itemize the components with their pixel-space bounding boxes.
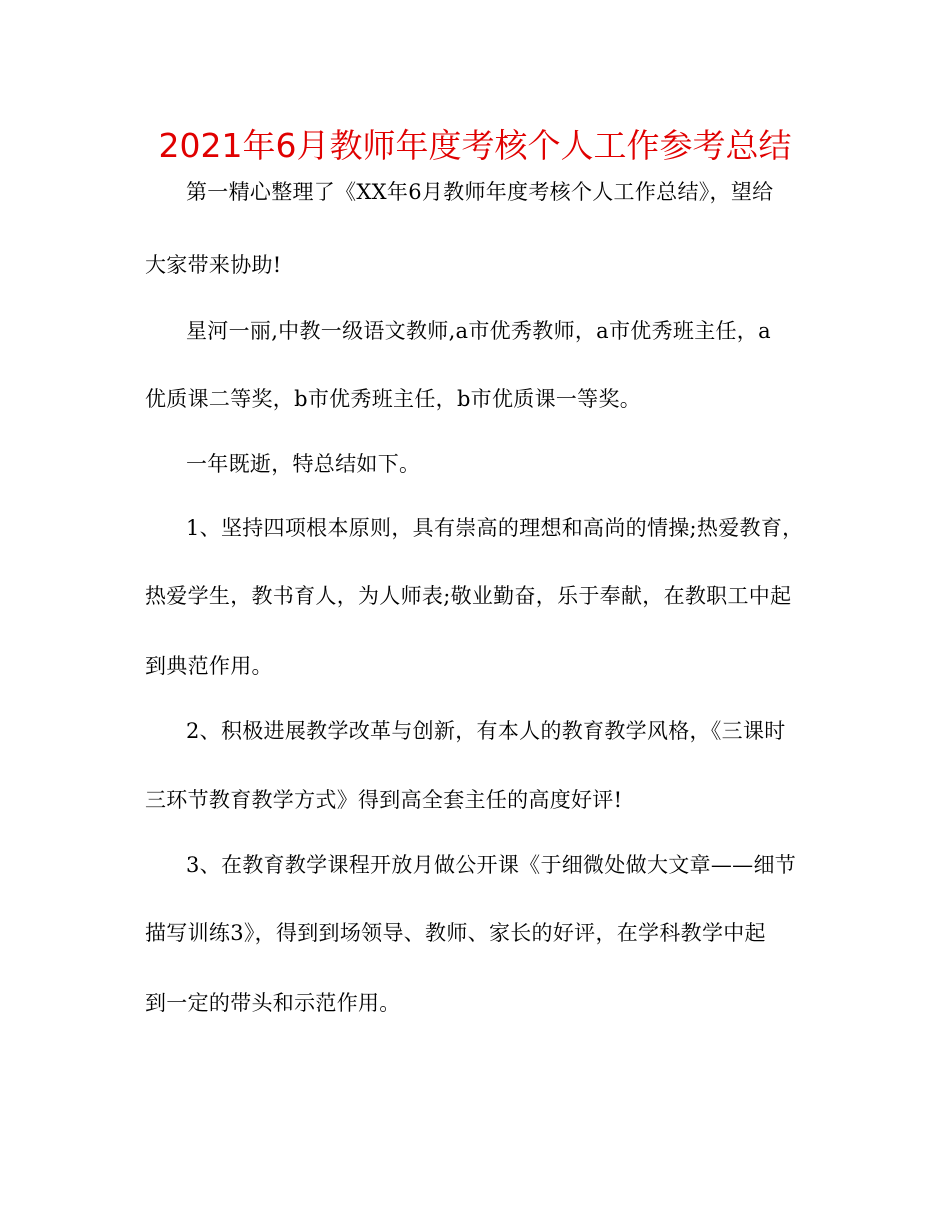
paragraph-item-3-line-3: 到一定的带头和示范作用。	[145, 991, 401, 1015]
paragraph-item-1-line-3: 到典范作用。	[145, 654, 273, 678]
paragraph-profile-line-1: 星河一丽,中教一级语文教师,a市优秀教师，a市优秀班主任，a	[186, 319, 771, 343]
paragraph-intro-line-2: 大家带来协助!	[145, 253, 282, 277]
paragraph-item-1-line-1: 1、坚持四项根本原则，具有崇高的理想和高尚的情操;热爱教育，	[186, 516, 804, 540]
paragraph-item-2-line-1: 2、积极进展教学改革与创新，有本人的教育教学风格，《三课时	[186, 719, 786, 743]
paragraph-item-1-line-2: 热爱学生，教书育人，为人师表;敬业勤奋，乐于奉献，在教职工中起	[145, 584, 792, 608]
document-title: 2021年6月教师年度考核个人工作参考总结	[158, 126, 792, 165]
paragraph-item-3-line-1: 3、在教育教学课程开放月做公开课《于细微处做大文章——细节	[186, 853, 797, 877]
paragraph-profile-line-2: 优质课二等奖，b市优秀班主任，b市优质课一等奖。	[145, 387, 642, 411]
paragraph-item-2-line-2: 三环节教育教学方式》得到高全套主任的高度好评!	[145, 788, 623, 812]
paragraph-item-3-line-2: 描写训练3》，得到到场领导、教师、家长的好评，在学科教学中起	[145, 921, 766, 945]
paragraph-summary-line-1: 一年既逝，特总结如下。	[186, 452, 421, 476]
paragraph-intro-line-1: 第一精心整理了《XX年6月教师年度考核个人工作总结》，望给	[186, 180, 774, 204]
